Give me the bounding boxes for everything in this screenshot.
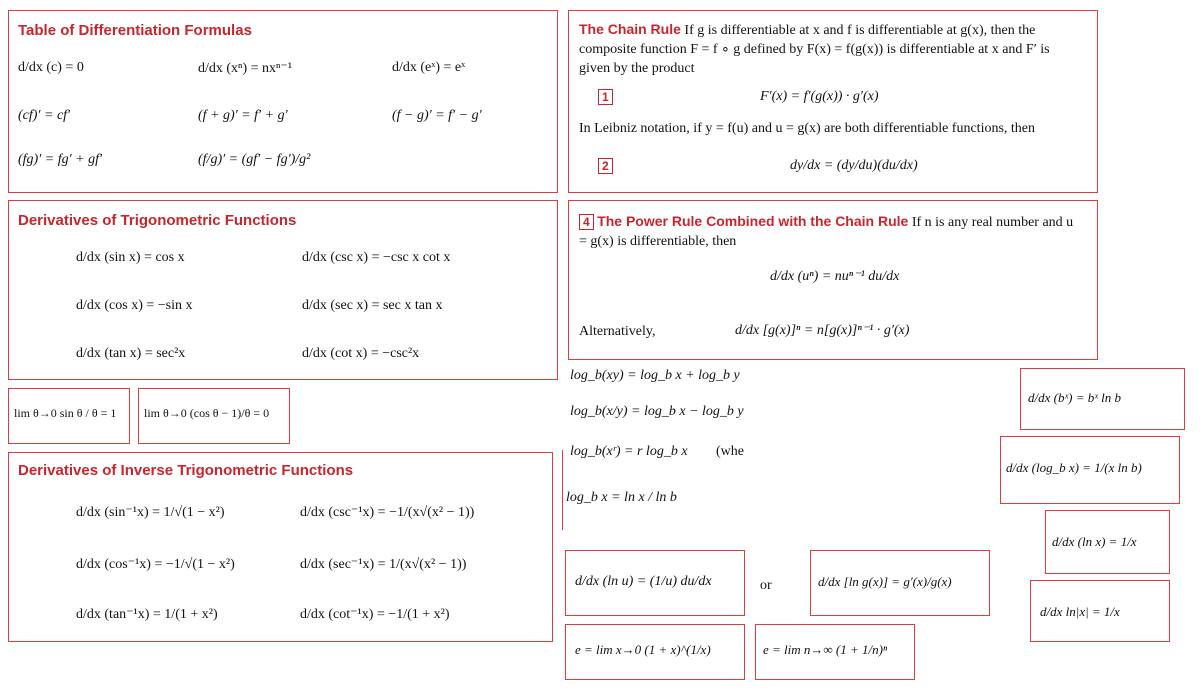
formula-sum: (f + g)′ = f′ + g′ [198, 108, 288, 123]
formula-constant-multiple: (cf)′ = cf′ [18, 108, 71, 123]
leibniz-text: In Leibniz notation, if y = f(u) and u = g(x) are both differentiable functions, then [579, 121, 1036, 136]
deriv-sin: d/dx (sin x) = cos x [76, 250, 185, 265]
deriv-ln-abs-x: d/dx ln|x| = 1/x [1040, 604, 1120, 619]
chain-rule-title: The Chain Rule [579, 21, 681, 37]
e-limit-2: e = lim n→∞ (1 + 1/n)ⁿ [763, 642, 888, 657]
deriv-arccos: d/dx (cos⁻¹x) = −1/√(1 − x²) [76, 557, 235, 572]
power-chain-alt-equation: d/dx [g(x)]ⁿ = n[g(x)]ⁿ⁻¹ · g′(x) [735, 323, 910, 338]
formula-product: (fg)′ = fg′ + gf′ [18, 152, 103, 167]
power-chain-paragraph [579, 212, 1084, 251]
e-limit-1: e = lim x→0 (1 + x)^(1/x) [575, 642, 711, 657]
chain-rule-paragraph [579, 20, 1084, 78]
log-power-rule-note: (whe [716, 444, 744, 459]
differentiation-formulas-title: Table of Differentiation Formulas [18, 22, 252, 39]
chain-rule-text: If g is differentiable at x and f is differentiable at g(x), then the composite function F = f ∘ g defined by F(x) = f(g(x)) is differentiable at x and F′ is given by the product [579, 23, 1050, 76]
change-of-base: log_b x = ln x / ln b [566, 490, 677, 505]
deriv-arccsc: d/dx (csc⁻¹x) = −1/(x√(x² − 1)) [300, 505, 475, 520]
formula-difference: (f − g)′ = f′ − g′ [392, 108, 482, 123]
deriv-ln-x: d/dx (ln x) = 1/x [1052, 534, 1137, 549]
deriv-csc: d/dx (csc x) = −csc x cot x [302, 250, 451, 265]
deriv-arcsin: d/dx (sin⁻¹x) = 1/√(1 − x²) [76, 505, 225, 520]
alternatively-label: Alternatively, [579, 324, 656, 339]
trig-derivatives-title: Derivatives of Trigonometric Functions [18, 212, 297, 229]
log-quotient-rule: log_b(x/y) = log_b x − log_b y [570, 404, 744, 419]
power-chain-text: If n is any real number and u = g(x) is differentiable, then [579, 215, 1074, 249]
power-chain-title: The Power Rule Combined with the Chain Rule [597, 213, 909, 229]
or-label: or [760, 578, 772, 593]
equation-number-1: 1 [598, 89, 613, 105]
log-product-rule: log_b(xy) = log_b x + log_b y [570, 368, 740, 383]
deriv-tan: d/dx (tan x) = sec²x [76, 346, 186, 361]
deriv-arcsec: d/dx (sec⁻¹x) = 1/(x√(x² − 1)) [300, 557, 467, 572]
deriv-arctan: d/dx (tan⁻¹x) = 1/(1 + x²) [76, 607, 218, 622]
deriv-cos: d/dx (cos x) = −sin x [76, 298, 193, 313]
change-of-base-box [558, 450, 563, 530]
equation-number-2: 2 [598, 158, 613, 174]
power-chain-equation: d/dx (uⁿ) = nuⁿ⁻¹ du/dx [770, 269, 900, 284]
deriv-cot: d/dx (cot x) = −csc²x [302, 346, 420, 361]
deriv-ln-g: d/dx [ln g(x)] = g′(x)/g(x) [818, 574, 952, 589]
deriv-sec: d/dx (sec x) = sec x tan x [302, 298, 443, 313]
deriv-arccot: d/dx (cot⁻¹x) = −1/(1 + x²) [300, 607, 450, 622]
inverse-trig-title: Derivatives of Inverse Trigonometric Functions [18, 462, 354, 479]
formula-quotient: (f/g)′ = (gf′ − fg′)/g² [198, 152, 311, 167]
equation-number-4: 4 [579, 214, 594, 230]
formula-constant: d/dx (c) = 0 [18, 60, 84, 75]
cos-limit: lim θ→0 (cos θ − 1)/θ = 0 [144, 406, 270, 420]
sin-limit: lim θ→0 sin θ / θ = 1 [14, 406, 117, 420]
formula-power: d/dx (xⁿ) = nxⁿ⁻¹ [198, 61, 293, 76]
log-power-rule: log_b(xʳ) = r log_b x [570, 444, 688, 459]
leibniz-equation: dy/dx = (dy/du)(du/dx) [790, 158, 918, 173]
chain-rule-equation: F′(x) = f′(g(x)) · g′(x) [760, 89, 879, 104]
deriv-log-b: d/dx (log_b x) = 1/(x ln b) [1006, 460, 1142, 475]
formula-exp: d/dx (eˣ) = eˣ [392, 60, 466, 75]
deriv-b-power-x: d/dx (bˣ) = bˣ ln b [1028, 390, 1122, 405]
deriv-ln-u: d/dx (ln u) = (1/u) du/dx [575, 574, 712, 589]
